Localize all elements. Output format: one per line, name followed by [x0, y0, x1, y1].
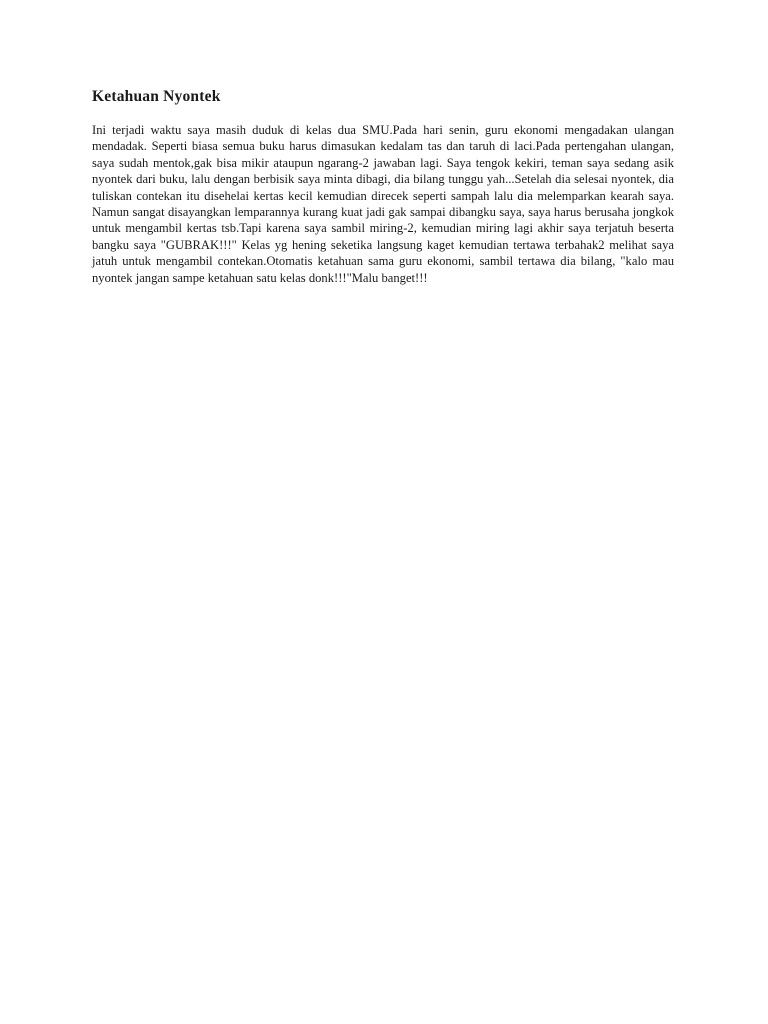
document-content: [92, 88, 674, 286]
document-paragraph: Ini terjadi waktu saya masih duduk di kelas dua SMU.Pada hari senin, guru ekonomi mengadakan ulangan mendadak. Seperti biasa semua buku harus dimasukan kedalam tas dan taruh di laci.Pada pertengahan ulangan, saya sudah mentok,gak bisa mikir ataupun ngarang-2 jawaban lagi. Saya tengok kekiri, teman saya sedang asik nyontek dari buku, lalu dengan berbisik saya minta dibagi, dia bilang tunggu yah...Setelah dia selesai nyontek, dia tuliskan contekan itu disehelai kertas kecil kemudian direcek seperti sampah lalu dia melemparkan kearah saya. Namun sangat disayangkan lemparannya kurang kuat jadi gak sampai dibangku saya, saya harus berusaha jongkok untuk mengambil kertas tsb.Tapi karena saya sambil miring-2, kemudian miring lagi akhir saya terjatuh beserta bangku saya "GUBRAK!!!" Kelas yg hening seketika langsung kaget kemudian tertawa terbahak2 melihat saya jatuh untuk mengambil contekan.Otomatis ketahuan sama guru ekonomi, sambil tertawa dia bilang, "kalo mau nyontek jangan sampe ketahuan satu kelas donk!!!"Malu banget!!!: [92, 123, 674, 285]
document-title: Ketahuan Nyontek: [92, 88, 221, 105]
